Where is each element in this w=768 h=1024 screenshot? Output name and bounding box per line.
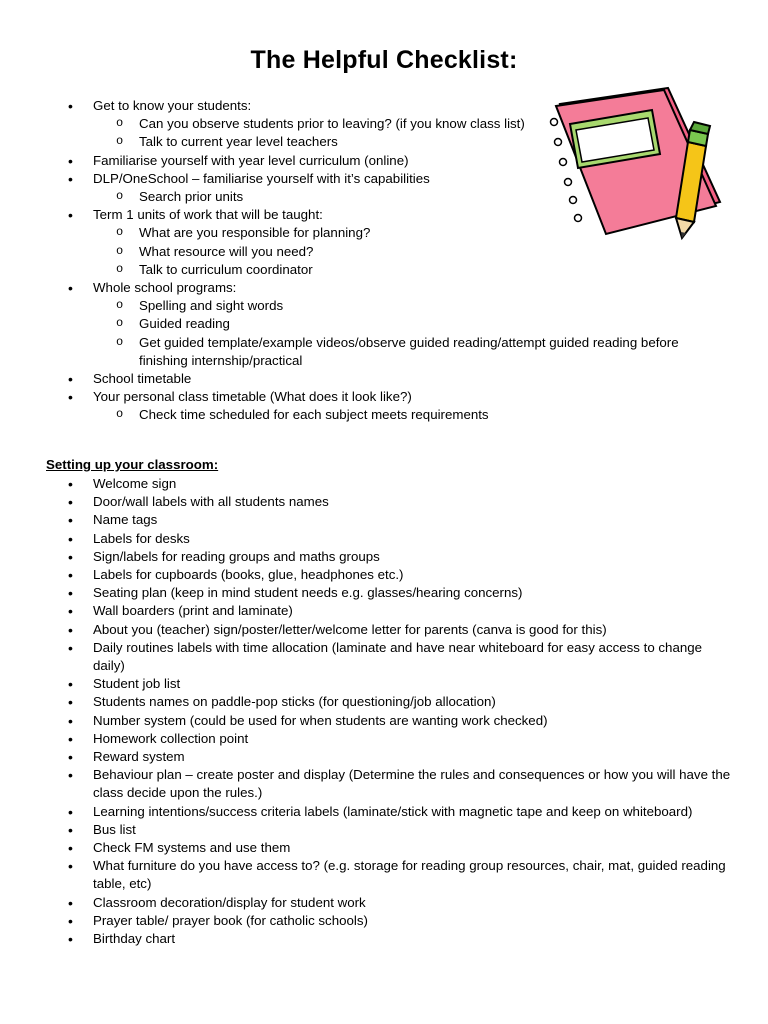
list-item: • Welcome sign: [0, 475, 733, 493]
list-item-text: Get to know your students:: [93, 98, 252, 113]
list-item: • Door/wall labels with all students names: [0, 493, 733, 511]
section-heading: Setting up your classroom:: [46, 457, 219, 472]
list-item-text: Your personal class timetable (What does it look like?): [93, 389, 412, 405]
sub-list-item: o Guided reading: [93, 315, 703, 333]
list-item: • Behaviour plan – create poster and display (Determine the rules and consequences or how you will have the class decide upon the rules.): [0, 766, 733, 802]
list-item: [0, 279, 703, 370]
list-item: • Reward system: [0, 748, 733, 766]
list-item-text: Familiarise yourself with year level curriculum (online): [93, 152, 409, 168]
list-item: • Learning intentions/success criteria labels (laminate/stick with magnetic tape and keep on whiteboard): [0, 803, 733, 821]
sub-list-item: o Spelling and sight words: [93, 297, 703, 315]
list-item: • Students names on paddle-pop sticks (for questioning/job allocation): [0, 693, 733, 711]
sub-list: [93, 188, 703, 206]
sub-list: [93, 224, 703, 279]
list-item: • Seating plan (keep in mind student needs e.g. glasses/hearing concerns): [0, 584, 733, 602]
list-item: [0, 388, 703, 424]
list-item: • Daily routines labels with time allocation (laminate and have near whiteboard for easy access to change daily): [0, 639, 733, 675]
sub-list: [93, 406, 703, 424]
list-item: • Homework collection point: [0, 730, 733, 748]
list-item: • Labels for desks: [0, 530, 733, 548]
list-item: • Number system (could be used for when students are wanting work checked): [0, 712, 733, 730]
page-title: The Helpful Checklist:: [250, 46, 518, 74]
list-item: • Student job list: [0, 675, 733, 693]
list-item: • Sign/labels for reading groups and maths groups: [0, 548, 733, 566]
list-item: [0, 170, 703, 206]
sub-list-item: o Get guided template/example videos/observe guided reading/attempt guided reading before finishing internship/practical: [93, 334, 703, 370]
sub-list: [93, 297, 703, 370]
list-item: • Labels for cupboards (books, glue, headphones etc.): [0, 566, 733, 584]
list-item: [0, 370, 703, 388]
list-item-text: Whole school programs:: [93, 280, 237, 296]
sub-list-item: o Talk to current year level teachers: [93, 133, 703, 151]
section1-list: [0, 97, 768, 425]
list-item: [0, 206, 703, 279]
section2-list: [0, 475, 768, 948]
list-item: [0, 152, 703, 170]
list-item: • Check FM systems and use them: [0, 839, 733, 857]
list-item: • Wall boarders (print and laminate): [0, 602, 733, 620]
sub-list-item: o What are you responsible for planning?: [93, 224, 703, 242]
list-item-text: DLP/OneSchool – familiarise yourself with it’s capabilities: [93, 170, 430, 186]
sub-list-item: o Can you observe students prior to leaving? (if you know class list): [93, 115, 534, 133]
sub-list-item: o What resource will you need?: [93, 243, 703, 261]
list-item: • Birthday chart: [0, 930, 733, 948]
sub-list: [93, 115, 703, 151]
list-item: • What furniture do you have access to? (e.g. storage for reading group resources, chair, mat, guided reading table, etc): [0, 857, 733, 893]
list-item: • Classroom decoration/display for student work: [0, 894, 733, 912]
sub-list-item: o Search prior units: [93, 188, 703, 206]
list-item: • Name tags: [0, 511, 733, 529]
list-item: • About you (teacher) sign/poster/letter/welcome letter for parents (canva is good for this): [0, 621, 733, 639]
list-item: • Bus list: [0, 821, 733, 839]
list-item-text: Term 1 units of work that will be taught:: [93, 207, 323, 223]
list-item-text: School timetable: [93, 371, 192, 387]
sub-list-item: o Talk to curriculum coordinator: [93, 261, 703, 279]
sub-list-item: o Check time scheduled for each subject meets requirements: [93, 406, 703, 424]
list-item: • Prayer table/ prayer book (for catholic schools): [0, 912, 733, 930]
list-item: [0, 97, 703, 152]
